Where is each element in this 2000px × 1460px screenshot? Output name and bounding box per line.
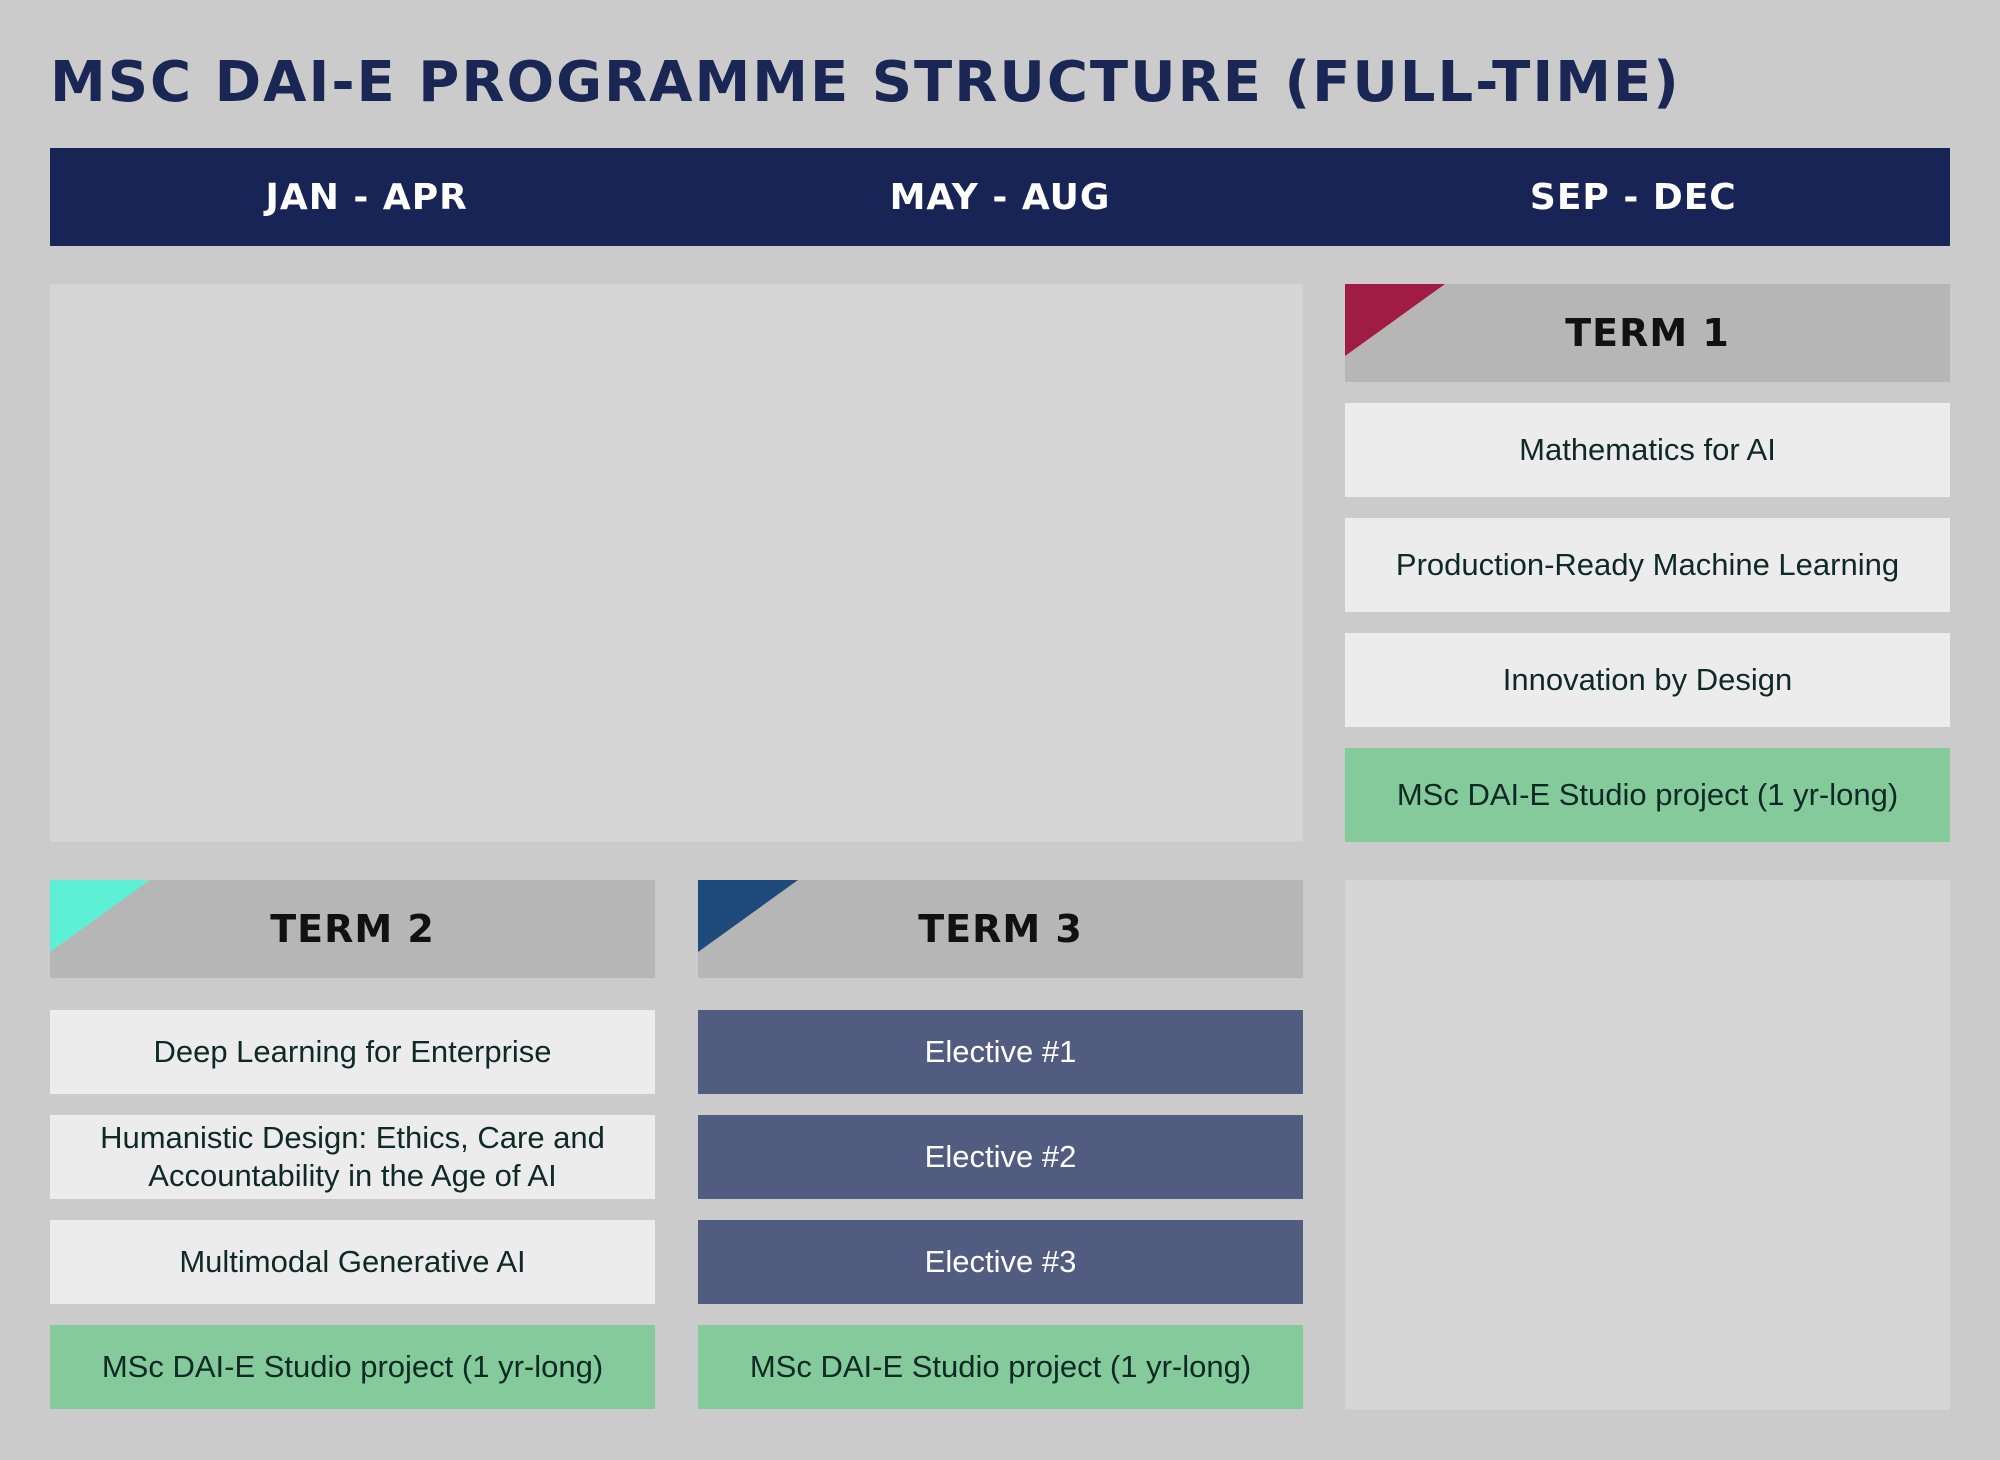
course-deep-learning-for-enterprise: Deep Learning for Enterprise <box>50 1010 655 1094</box>
term3-label: TERM 3 <box>918 907 1083 951</box>
period-may-aug: MAY - AUG <box>889 176 1111 218</box>
course-innovation-by-design: Innovation by Design <box>1345 633 1950 727</box>
term2-header <box>50 880 655 978</box>
course-elective-2: Elective #2 <box>698 1115 1303 1199</box>
period-jan-apr: JAN - APR <box>265 176 468 218</box>
course-humanistic-design: Humanistic Design: Ethics, Care and Accountability in the Age of AI <box>50 1115 655 1199</box>
course-studio-project-term3: MSc DAI-E Studio project (1 yr-long) <box>698 1325 1303 1409</box>
term1-accent-shape <box>1345 284 1445 356</box>
term1-label: TERM 1 <box>1565 311 1730 355</box>
period-header-bar <box>50 148 1950 246</box>
term1-header <box>1345 284 1950 382</box>
course-mathematics-for-ai: Mathematics for AI <box>1345 403 1950 497</box>
course-production-ready-ml: Production-Ready Machine Learning <box>1345 518 1950 612</box>
page-title: MSC DAI-E PROGRAMME STRUCTURE (FULL-TIME) <box>50 50 1681 115</box>
empty-panel-jan-aug <box>50 284 1303 842</box>
course-studio-project-term1: MSc DAI-E Studio project (1 yr-long) <box>1345 748 1950 842</box>
course-studio-project-term2: MSc DAI-E Studio project (1 yr-long) <box>50 1325 655 1409</box>
course-elective-3: Elective #3 <box>698 1220 1303 1304</box>
term3-header <box>698 880 1303 978</box>
term2-accent-triangle <box>50 880 150 952</box>
course-elective-1: Elective #1 <box>698 1010 1303 1094</box>
course-multimodal-generative-ai: Multimodal Generative AI <box>50 1220 655 1304</box>
term3-accent-triangle <box>698 880 798 952</box>
term2-label: TERM 2 <box>270 907 435 951</box>
term1-accent-triangle <box>1345 284 1445 356</box>
term2-accent-shape <box>50 880 150 952</box>
period-sep-dec: SEP - DEC <box>1529 176 1737 218</box>
term3-accent-shape <box>698 880 798 952</box>
empty-panel-sep-dec-lower <box>1345 880 1950 1410</box>
